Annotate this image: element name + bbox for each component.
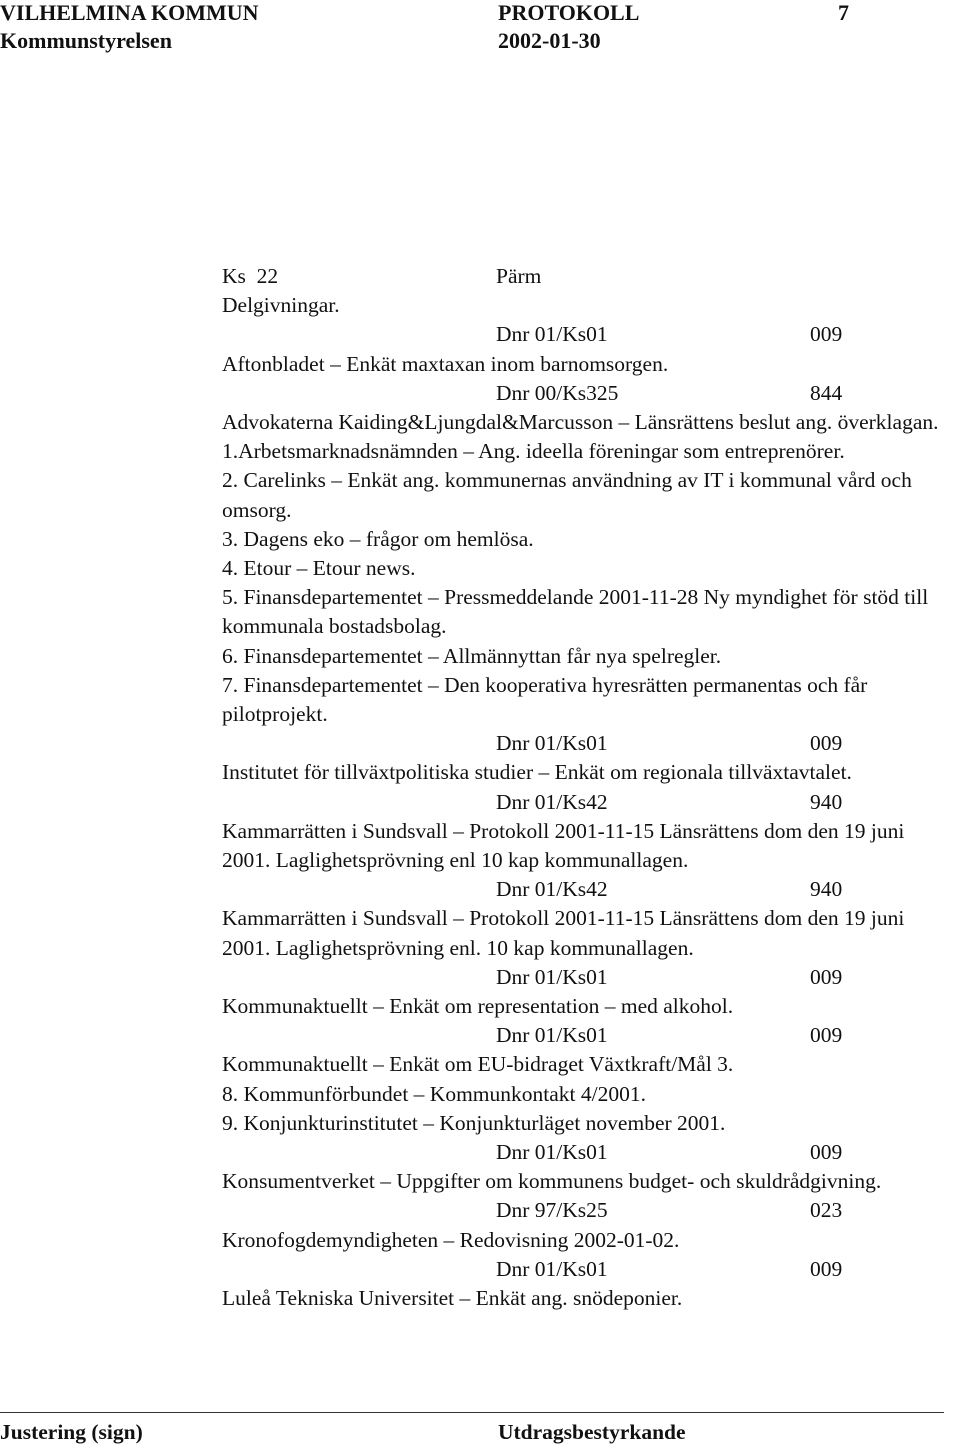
dnr-code: 009 bbox=[810, 964, 843, 989]
entry-list bbox=[222, 320, 957, 1313]
dnr-row bbox=[222, 379, 957, 408]
case-id: Ks 22 bbox=[222, 264, 279, 288]
dnr-row bbox=[222, 788, 957, 817]
entry-text: 8. Kommunförbundet – Kommunkontakt 4/2001. bbox=[222, 1081, 646, 1106]
dnr-code: 009 bbox=[810, 731, 843, 756]
dnr-row bbox=[222, 320, 957, 349]
dnr-code: 023 bbox=[810, 1198, 843, 1223]
entry-text: Kommunaktuellt – Enkät om representation – med alkohol. bbox=[222, 993, 734, 1018]
dnr-row bbox=[222, 729, 957, 758]
dnr-code: 009 bbox=[810, 322, 843, 347]
dnr-row bbox=[222, 875, 957, 904]
entry-text: 3. Dagens eko – frågor om hemlösa. bbox=[222, 526, 534, 551]
entry-text: 9. Konjunkturinstitutet – Konjunkturläget november 2001. bbox=[222, 1110, 726, 1135]
entry-text: Institutet för tillväxtpolitiska studier – Enkät om regionala tillväxtavtalet. bbox=[222, 760, 852, 785]
entry-text: 5. Finansdepartementet – Pressmeddelande 2001-11-28 Ny myndighet för stöd till kommunala bostadsbolag. bbox=[222, 585, 929, 639]
entry-text: Advokaterna Kaiding&Ljungdal&Marcusson – Länsrättens beslut ang. överklagan. bbox=[222, 409, 939, 434]
footer-justering: Justering (sign) bbox=[0, 1420, 143, 1444]
municipality-name: VILHELMINA KOMMUN bbox=[0, 0, 259, 25]
dnr-number: Dnr 97/Ks25 bbox=[496, 1198, 608, 1223]
page-number: 7 bbox=[838, 0, 849, 25]
dnr-code: 009 bbox=[810, 1256, 843, 1281]
entry-text: Kommunaktuellt – Enkät om EU-bidraget Växtkraft/Mål 3. bbox=[222, 1052, 734, 1077]
dnr-number: Dnr 01/Ks01 bbox=[496, 731, 608, 756]
dnr-number: Dnr 01/Ks42 bbox=[496, 789, 608, 814]
dnr-number: Dnr 01/Ks01 bbox=[496, 322, 608, 347]
meeting-date: 2002-01-30 bbox=[498, 28, 601, 53]
dnr-row bbox=[222, 963, 957, 992]
dnr-number: Dnr 01/Ks01 bbox=[496, 1256, 608, 1281]
dnr-row bbox=[222, 1021, 957, 1050]
dnr-number: Dnr 01/Ks01 bbox=[496, 964, 608, 989]
document-body bbox=[222, 262, 957, 1313]
section-header bbox=[222, 262, 957, 291]
dnr-code: 009 bbox=[810, 1023, 843, 1048]
entry-text: Kammarrätten i Sundsvall – Protokoll 2001-11-15 Länsrättens dom den 19 juni 2001. Laglighetsprövning enl 10 kap kommunallagen. bbox=[222, 818, 905, 872]
footer-rule bbox=[0, 1412, 944, 1413]
entry-text: 6. Finansdepartementet – Allmännyttan får nya spelregler. bbox=[222, 643, 722, 668]
dnr-row bbox=[222, 1255, 957, 1284]
section-title: Delgivningar. bbox=[222, 293, 340, 318]
entry-text: 2. Carelinks – Enkät ang. kommunernas användning av IT i kommunal vård och omsorg. bbox=[222, 468, 912, 522]
dnr-code: 940 bbox=[810, 789, 843, 814]
dnr-code: 844 bbox=[810, 380, 843, 405]
entry-text: Luleå Tekniska Universitet – Enkät ang. snödeponier. bbox=[222, 1285, 683, 1310]
dnr-code: 940 bbox=[810, 877, 843, 902]
dnr-number: Dnr 01/Ks01 bbox=[496, 1023, 608, 1048]
dnr-number: Dnr 00/Ks325 bbox=[496, 380, 619, 405]
binder-label: Pärm bbox=[496, 264, 542, 288]
footer-utdrag: Utdragsbestyrkande bbox=[498, 1420, 686, 1444]
committee-name: Kommunstyrelsen bbox=[0, 28, 172, 53]
dnr-row bbox=[222, 1138, 957, 1167]
document-type: PROTOKOLL bbox=[498, 0, 640, 25]
dnr-number: Dnr 01/Ks42 bbox=[496, 877, 608, 902]
entry-text: Kronofogdemyndigheten – Redovisning 2002-01-02. bbox=[222, 1227, 680, 1252]
entry-text: 1.Arbetsmarknadsnämnden – Ang. ideella föreningar som entreprenörer. bbox=[222, 439, 845, 464]
entry-text: Aftonbladet – Enkät maxtaxan inom barnomsorgen. bbox=[222, 351, 669, 376]
entry-text: 7. Finansdepartementet – Den kooperativa hyresrätten permanentas och får pilotprojekt. bbox=[222, 672, 868, 726]
entry-text: Kammarrätten i Sundsvall – Protokoll 2001-11-15 Länsrättens dom den 19 juni 2001. Laglighetsprövning enl. 10 kap kommunallagen. bbox=[222, 906, 905, 960]
dnr-code: 009 bbox=[810, 1139, 843, 1164]
dnr-row bbox=[222, 1196, 957, 1225]
entry-text: 4. Etour – Etour news. bbox=[222, 555, 416, 580]
entry-text: Konsumentverket – Uppgifter om kommunens budget- och skuldrådgivning. bbox=[222, 1169, 882, 1194]
dnr-number: Dnr 01/Ks01 bbox=[496, 1139, 608, 1164]
